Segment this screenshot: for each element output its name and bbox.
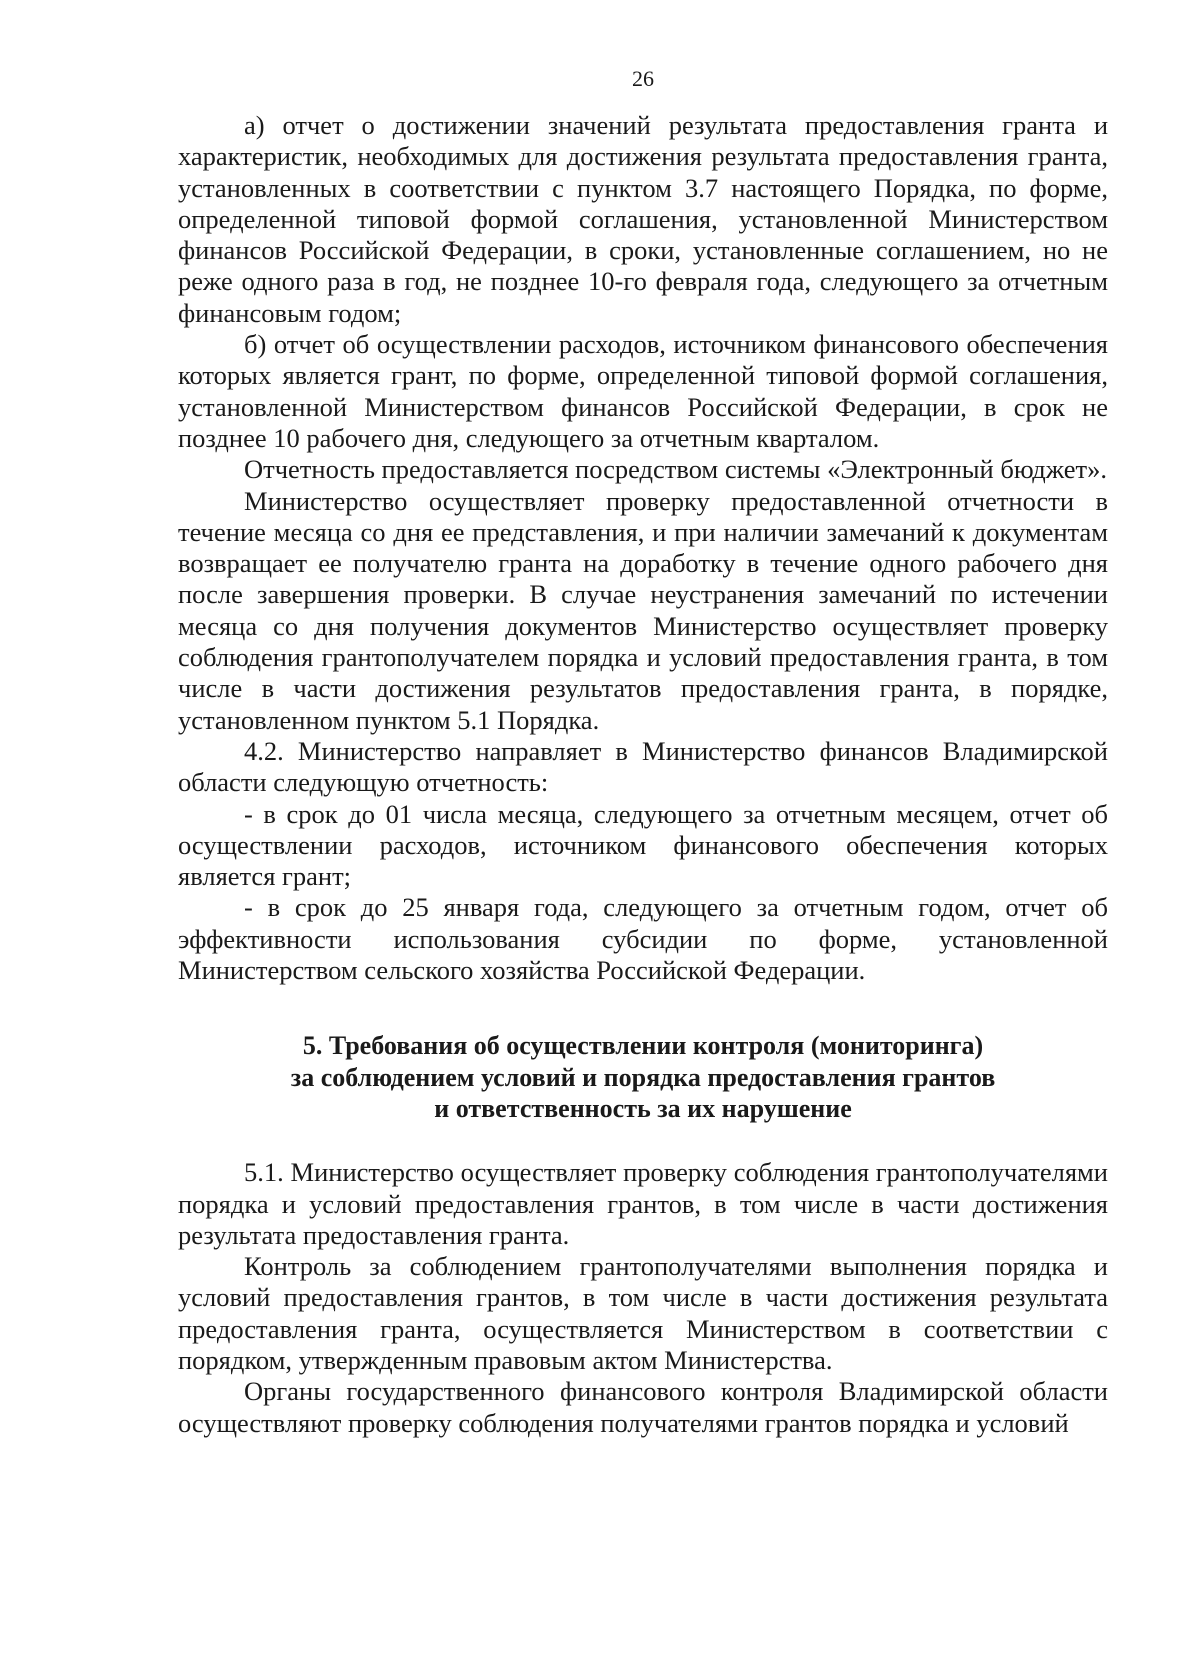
paragraph-dash-monthly: - в срок до 01 числа месяца, следующего за отчетным месяцем, отчет об осуществлении расходов, источником финансового обеспечения которых является грант; xyxy=(178,798,1108,892)
section-5-heading-line3: и ответственность за их нарушение xyxy=(434,1093,852,1123)
document-page xyxy=(178,66,1108,1439)
paragraph-report-b: б) отчет об осуществлении расходов, источником финансового обеспечения которых является грант, по форме, определенной типовой формой соглашения, установленной Министерством финансов Российской Федерации, в срок не позднее 10 рабочего дня, следующего за отчетным кварталом. xyxy=(178,329,1108,453)
paragraph-5-1: 5.1. Министерство осуществляет проверку соблюдения грантополучателями порядка и условий предоставления грантов, в том числе в части достижения результата предоставления гранта. xyxy=(178,1157,1108,1250)
paragraph-dash-annual: - в срок до 25 января года, следующего за отчетным годом, отчет об эффективности использования субсидии по форме, установленной Министерством сельского хозяйства Российской Федерации. xyxy=(178,892,1108,986)
paragraph-control: Контроль за соблюдением грантополучателями выполнения порядка и условий предоставления грантов, в том числе в части достижения результата предоставления гранта, осуществляется Министерством в соответствии с порядком, утвержденным правовым актом Министерства. xyxy=(178,1251,1108,1375)
paragraph-financial-control-bodies: Органы государственного финансового контроля Владимирской области осуществляют проверку соблюдения получателями грантов порядка и условий xyxy=(178,1376,1108,1438)
section-5-heading-line1: 5. Требования об осуществлении контроля (мониторинга) xyxy=(302,1031,984,1061)
paragraph-report-a: а) отчет о достижении значений результата предоставления гранта и характеристик, необходимых для достижения результата предоставления гранта, установленных в соответствии с пунктом 3.7 настоящего Порядка, по форме, определенной типовой формой соглашения, установленной Министерством финансов Российской Федерации, в сроки, установленные соглашением, но не реже одного раза в год, не позднее 10-го февраля года, следующего за отчетным финансовым годом; xyxy=(178,110,1108,328)
paragraph-electronic-budget: Отчетность предоставляется посредством системы «Электронный бюджет». xyxy=(244,454,1107,485)
paragraph-4-2: 4.2. Министерство направляет в Министерство финансов Владимирской области следующую отчетность: xyxy=(178,735,1108,798)
paragraph-ministry-check: Министерство осуществляет проверку предоставленной отчетности в течение месяца со дня ее представления, и при наличии замечаний к документам возвращает ее получателю гранта на доработку в течение одного рабочего дня после завершения проверки. В случае неустранения замечаний по истечении месяца со дня получения документов Министерство осуществляет проверку соблюдения грантополучателем порядка и условий предоставления гранта, в том числе в части достижения результатов предоставления гранта, в порядке, установленном пунктом 5.1 Порядка. xyxy=(178,485,1108,735)
section-5-heading-line2: за соблюдением условий и порядка предоставления грантов xyxy=(290,1062,996,1092)
page-number: 26 xyxy=(632,66,654,91)
section-5-heading xyxy=(178,1030,1108,1124)
